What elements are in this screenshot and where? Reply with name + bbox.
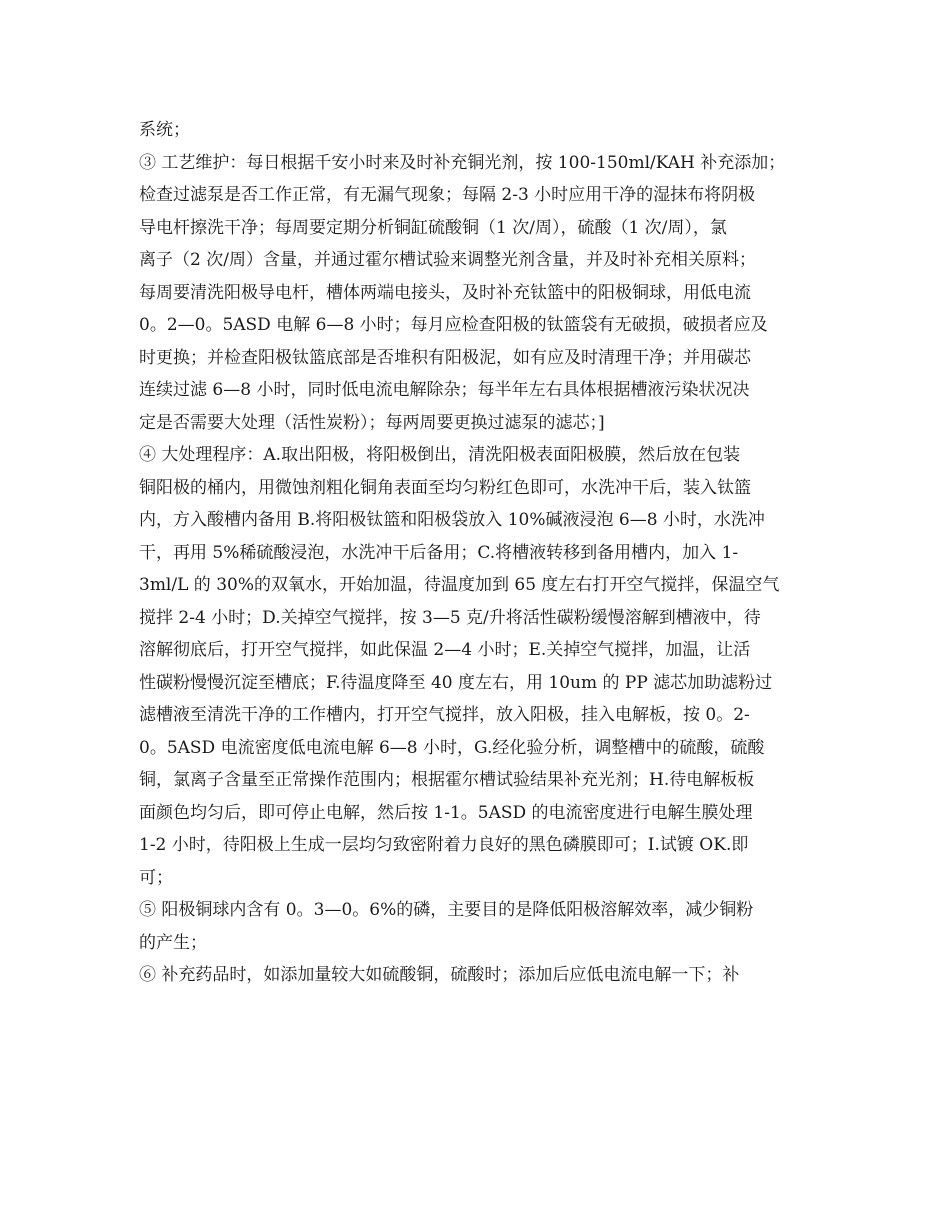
text-line: 滤槽液至清洗干净的工作槽内，打开空气搅拌，放入阳极，挂入电解板，按 0。2- [139,705,750,725]
text-line: 离子（2 次/周）含量，并通过霍尔槽试验来调整光剂含量，并及时补充相关原料； [139,250,756,270]
text-line: 可； [139,867,173,888]
text-line: 溶解彻底后，打开空气搅拌，如此保温 2—4 小时；E.关掉空气搅拌，加温，让活 [139,640,751,660]
text-line: 铜，氯离子含量至正常操作范围内；根据霍尔槽试验结果补充光剂；H.待电解板板 [139,770,755,790]
text-line: 每周要清洗阳极导电杆，槽体两端电接头，及时补充钛篮中的阳极铜球，用低电流 [139,282,751,303]
text-line: ④ 大处理程序：A.取出阳极，将阳极倒出，清洗阳极表面阳极膜，然后放在包装 [139,445,741,465]
text-line: 性碳粉慢慢沉淀至槽底；F.待温度降至 40 度左右，用 10um 的 PP 滤芯加助滤粉过 [139,672,773,693]
text-line: 导电杆擦洗干净；每周要定期分析铜缸硫酸铜（1 次/周），硫酸（1 次/周），氯 [139,217,727,238]
text-line: 铜阳极的桶内，用微蚀剂粗化铜角表面至均匀粉红色即可，水洗冲干后，装入钛篮 [139,477,751,498]
text-line: ⑥ 补充药品时，如添加量较大如硫酸铜，硫酸时；添加后应低电流电解一下；补 [139,965,740,985]
text-line: 定是否需要大处理（活性炭粉）；每两周要更换过滤泵的滤芯；] [139,412,605,433]
text-line: 1-2 小时，待阳极上生成一层均匀致密附着力良好的黑色磷膜即可；I.试镀 OK.即 [139,835,749,855]
text-line: 0。2—0。5ASD 电解 6—8 小时；每月应检查阳极的钛篮袋有无破损，破损者应及 [139,315,768,335]
text-line: 0。5ASD 电流密度低电流电解 6—8 小时，G.经化验分析，调整槽中的硫酸，硫酸 [139,737,765,758]
text-line: ③ 工艺维护：每日根据千安小时来及时补充铜光剂，按 100-150ml/KAH 补充添加； [139,152,786,173]
text-line: 干，再用 5%稀硫酸浸泡，水洗冲干后备用；C.将槽液转移到备用槽内，加入 1- [139,542,739,563]
document-body [139,114,811,992]
text-line: 系统； [139,120,190,140]
text-line: 时更换；并检查阳极钛篮底部是否堆积有阳极泥，如有应及时清理干净；并用碳芯 [139,347,751,368]
text-line: 连续过滤 6—8 小时，同时低电流电解除杂；每半年左右具体根据槽液污染状况决 [139,380,750,400]
text-line: 面颜色均匀后，即可停止电解，然后按 1-1。5ASD 的电流密度进行电解生膜处理 [139,802,753,823]
text-line: 3ml/L 的 30%的双氧水，开始加温，待温度加到 65 度左右打开空气搅拌，保温空气 [139,575,780,595]
text-line: 搅拌 2-4 小时；D.关掉空气搅拌，按 3—5 克/升将活性碳粉缓慢溶解到槽液中，待 [139,607,761,628]
text-line: 检查过滤泵是否工作正常，有无漏气现象；每隔 2-3 小时应用干净的湿抹布将阴极 [139,185,756,205]
text-line: ⑤ 阳极铜球内含有 0。3—0。6%的磷，主要目的是降低阳极溶解效率，减少铜粉 [139,900,754,920]
text-line: 内，方入酸槽内备用 B.将阳极钛篮和阳极袋放入 10%碱液浸泡 6—8 小时，水洗冲 [139,510,765,530]
text-line: 的产生； [139,932,207,953]
